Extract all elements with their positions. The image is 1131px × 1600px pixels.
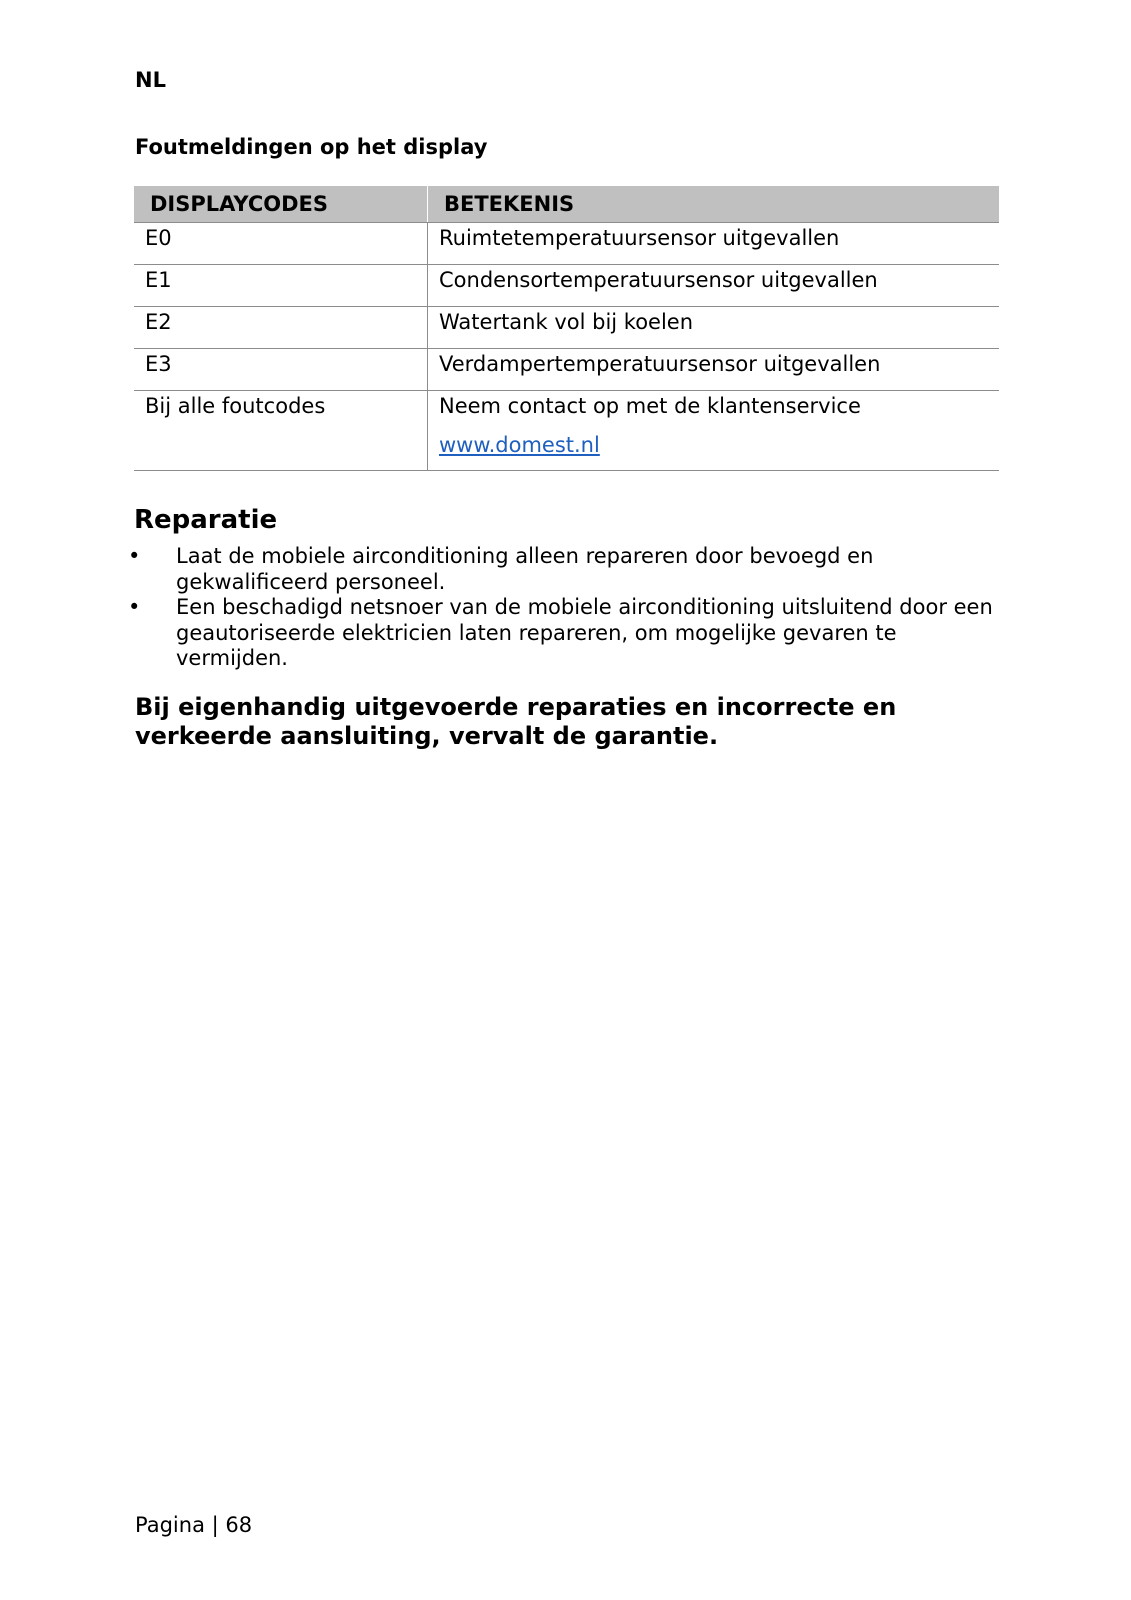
error-code-cell: E1	[134, 265, 428, 307]
error-meaning-cell: Condensortemperatuursensor uitgevallen	[428, 265, 1000, 307]
list-item-text: Laat de mobiele airconditioning alleen repareren door bevoegd en gekwalificeerd personeel.	[176, 544, 874, 594]
customer-service-text: Neem contact op met de klantenservice	[439, 394, 861, 418]
domest-website-link[interactable]: www.domest.nl	[439, 433, 600, 457]
error-meaning-cell: Ruimtetemperatuursensor uitgevallen	[428, 223, 1000, 265]
error-codes-table	[134, 186, 999, 471]
language-label: NL	[135, 68, 166, 92]
error-meaning-cell: Watertank vol bij koelen	[428, 307, 1000, 349]
repair-heading: Reparatie	[134, 505, 278, 535]
list-item	[128, 544, 1008, 595]
table-row	[134, 223, 999, 265]
bullet-icon: •	[128, 544, 141, 568]
error-code-cell: E3	[134, 349, 428, 391]
list-item	[128, 595, 1008, 672]
error-code-cell: E2	[134, 307, 428, 349]
table-row	[134, 391, 999, 471]
column-header-meaning: BETEKENIS	[428, 186, 1000, 223]
table-row	[134, 307, 999, 349]
list-item-text: Een beschadigd netsnoer van de mobiele airconditioning uitsluitend door een geautoriseerde elektricien laten repareren, om mogelijke gevaren te vermijden.	[176, 595, 993, 670]
page-number: Pagina | 68	[135, 1513, 253, 1537]
error-code-cell: E0	[134, 223, 428, 265]
table-row	[134, 349, 999, 391]
table-row	[134, 265, 999, 307]
bullet-icon: •	[128, 595, 141, 619]
error-codes-title: Foutmeldingen op het display	[135, 135, 488, 159]
error-meaning-cell: Verdampertemperatuursensor uitgevallen	[428, 349, 1000, 391]
warranty-warning: Bij eigenhandig uitgevoerde reparaties en incorrecte en verkeerde aansluiting, vervalt de garantie.	[135, 693, 897, 750]
table-header-row	[134, 186, 999, 223]
column-header-codes: DISPLAYCODES	[134, 186, 428, 223]
repair-bullet-list	[128, 544, 1008, 672]
error-code-cell: Bij alle foutcodes	[134, 391, 428, 471]
error-meaning-cell	[428, 391, 1000, 471]
